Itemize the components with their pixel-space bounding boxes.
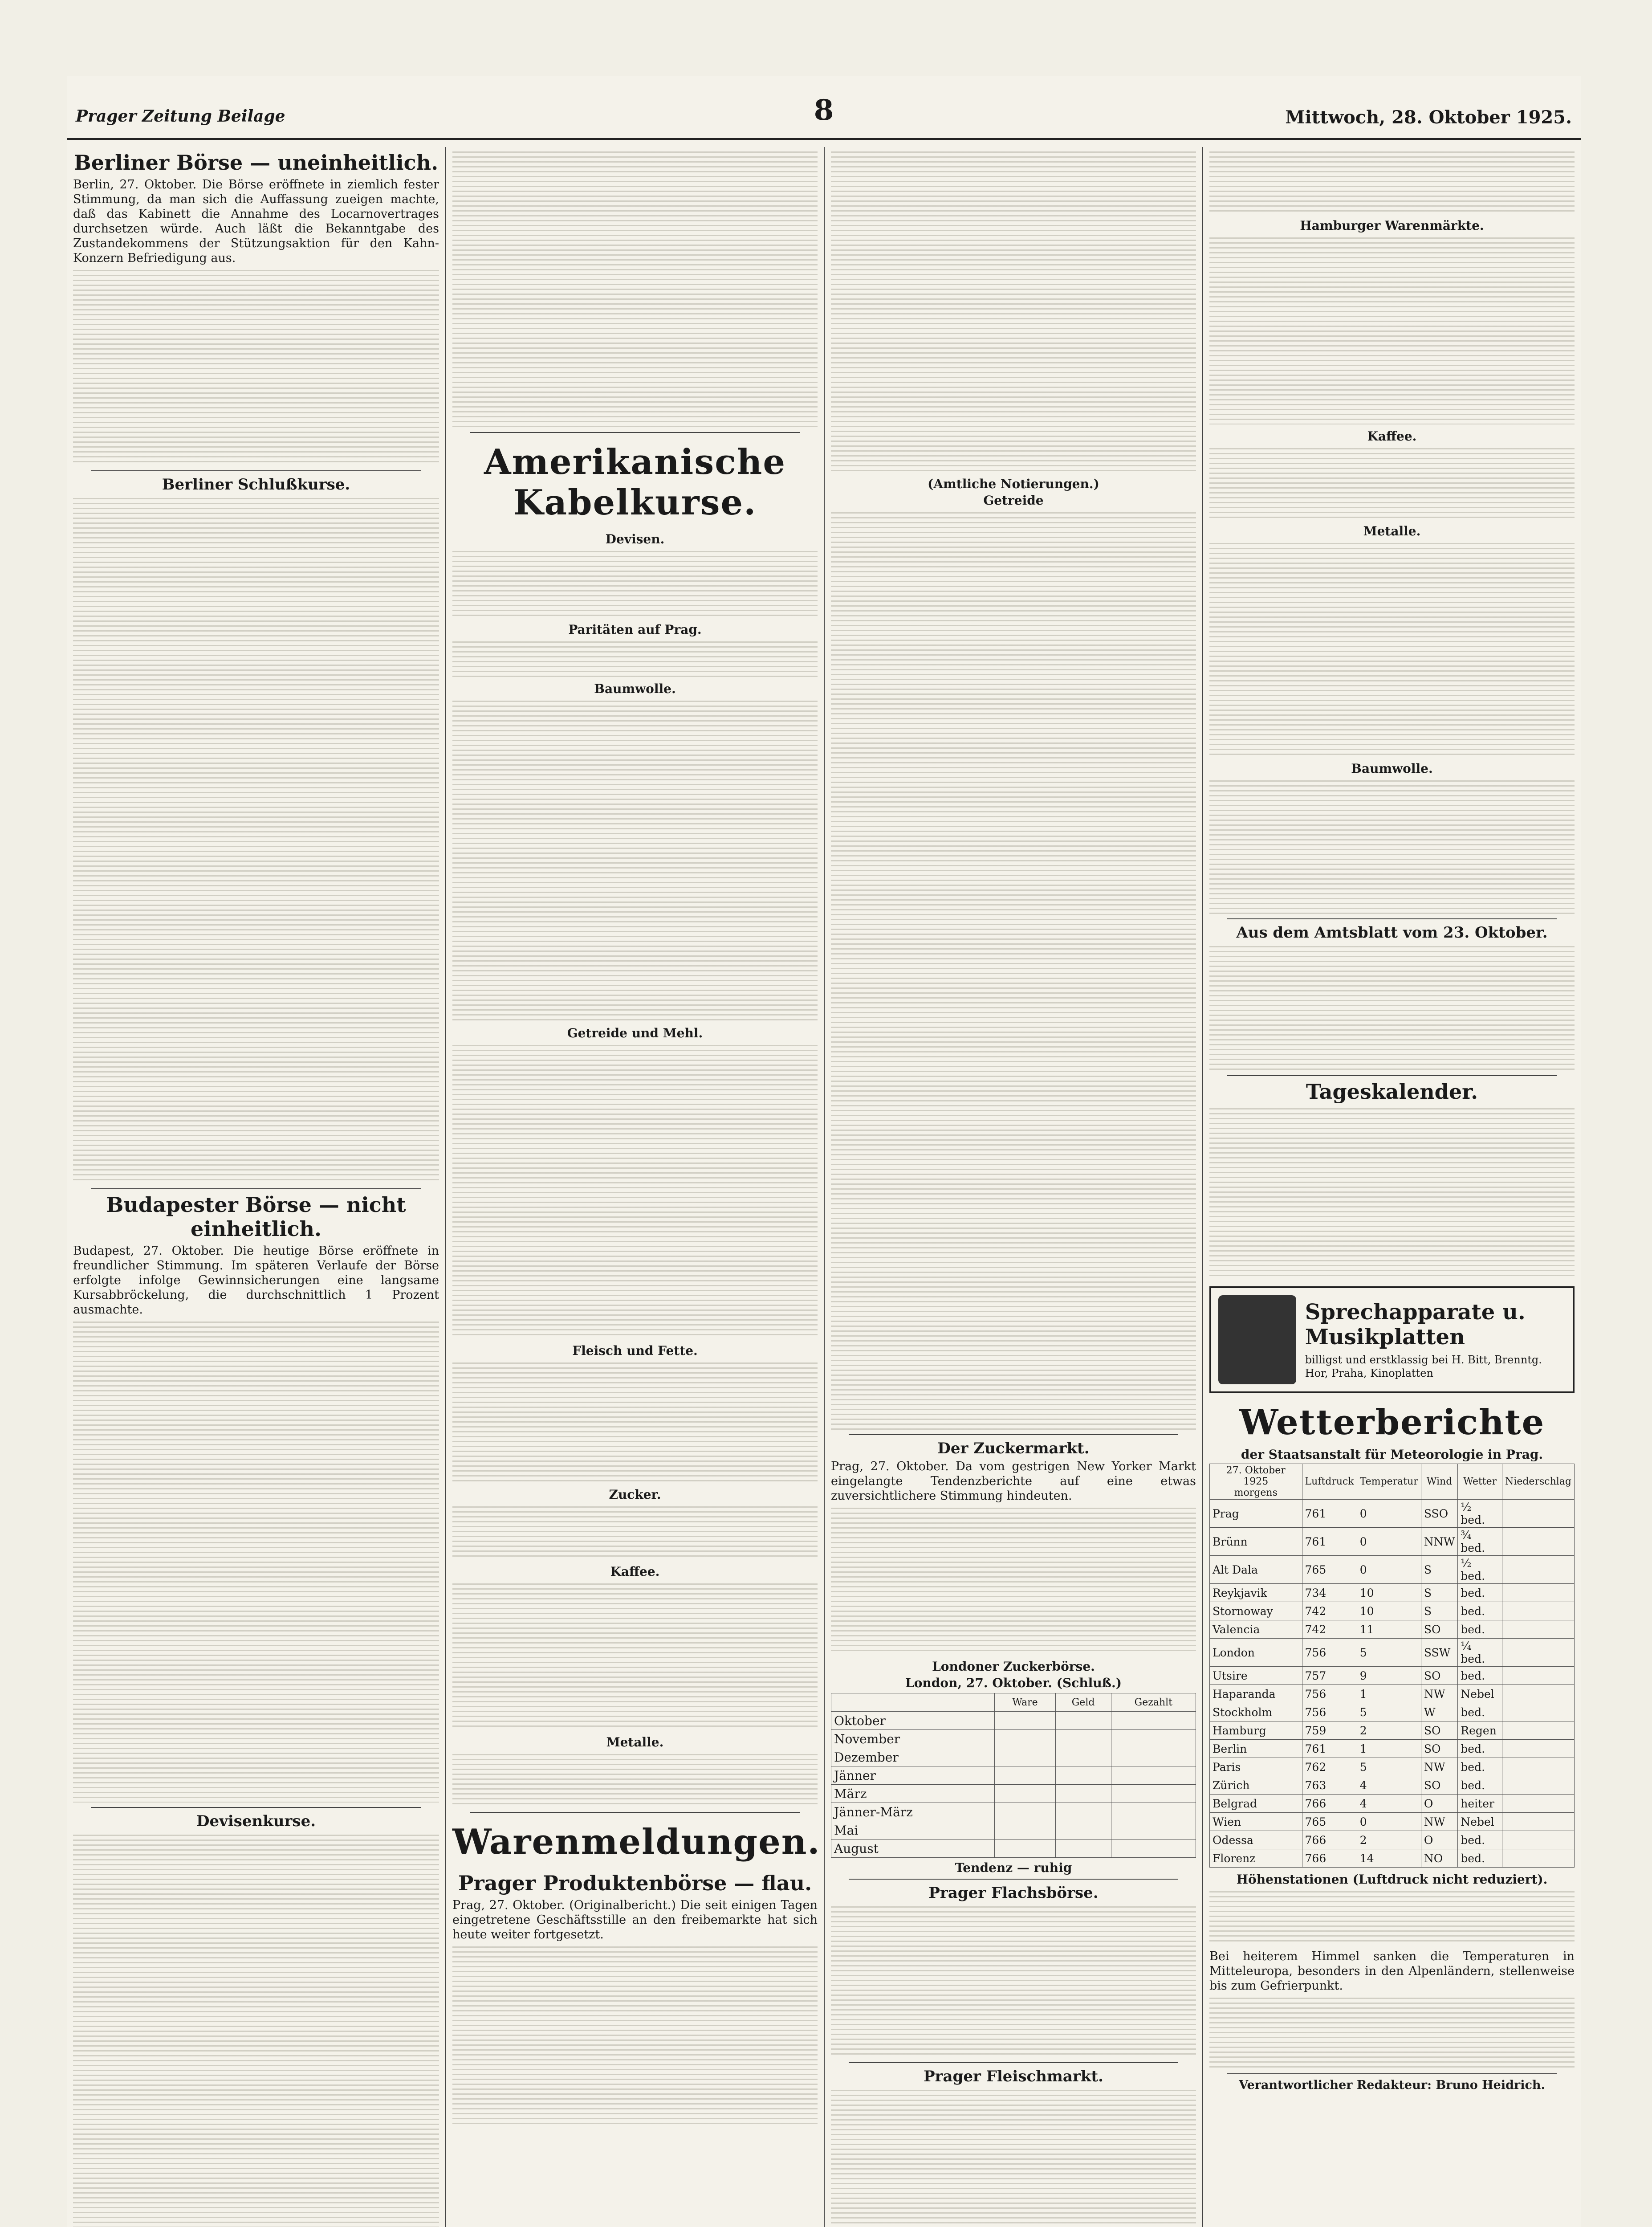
weather-value: S — [1421, 1602, 1457, 1620]
weather-value: 10 — [1357, 1584, 1421, 1602]
weather-text: Bei heiterem Himmel sanken die Temperaturen in Mitteleuropa, besonders in den Alpenländern, stellenweise bis zum Gefrierpunkt. — [1209, 1950, 1575, 1993]
produkten-block — [452, 1946, 818, 2125]
londoner-heading: Londoner Zuckerbörse. — [932, 1659, 1095, 1674]
zucker-row-label: Mai — [831, 1821, 995, 1840]
hamburg-heading: Hamburger Warenmärkte. — [1300, 218, 1484, 233]
weather-value: 1 — [1357, 1740, 1421, 1758]
paritaeten-subheading: Paritäten auf Prag. — [568, 622, 702, 637]
produktenboerse-heading: Prager Produktenbörse — flau. — [458, 1871, 812, 1895]
weather-station: Odessa — [1210, 1831, 1302, 1849]
devisen-block — [73, 1835, 439, 2227]
zuckermarkt-heading: Der Zuckermarkt. — [937, 1440, 1090, 1457]
weather-value: 4 — [1357, 1795, 1421, 1813]
weather-row — [1210, 1667, 1575, 1685]
divider — [91, 1188, 421, 1189]
weather-value: 756 — [1302, 1639, 1357, 1667]
flachsboerse-heading: Prager Flachsbörse. — [928, 1884, 1099, 1902]
weather-value: ¾ bed. — [1458, 1528, 1502, 1556]
fleisch-block — [452, 1362, 818, 1483]
weather-value: 756 — [1302, 1685, 1357, 1703]
fleisch-block — [831, 2090, 1196, 2227]
zucker-col-gezahlt: Gezahlt — [1111, 1693, 1196, 1712]
fleisch-subheading: Fleisch und Fette. — [572, 1343, 698, 1358]
kabelkurse-heading: Amerikanische Kabelkurse. — [484, 442, 786, 523]
zucker-block — [831, 1508, 1196, 1655]
weather-value: 10 — [1357, 1602, 1421, 1620]
weather-row — [1210, 1849, 1575, 1868]
weather-station: Berlin — [1210, 1740, 1302, 1758]
weather-row — [1210, 1528, 1575, 1556]
weather-value: ½ bed. — [1458, 1556, 1502, 1584]
tendenz-line: Tendenz — ruhig — [955, 1860, 1072, 1875]
zucker-block — [452, 1506, 818, 1560]
weather-value: SO — [1421, 1776, 1457, 1795]
ad-text: billigst und erstklassig bei H. Bitt, Brenntg. Hor, Praha, Kinoplatten — [1305, 1354, 1542, 1379]
zucker-row-label: Oktober — [831, 1712, 995, 1730]
advertisement — [1209, 1286, 1575, 1393]
weather-row — [1210, 1584, 1575, 1602]
weather-value: 756 — [1302, 1703, 1357, 1721]
amtsblatt-block — [1209, 946, 1575, 1071]
wx-date-cell — [1210, 1464, 1302, 1500]
weather-row — [1210, 1685, 1575, 1703]
paritaeten-block — [452, 641, 818, 677]
weather-row — [1210, 1500, 1575, 1528]
kaffee-block — [452, 1583, 818, 1730]
page-header — [67, 76, 1581, 140]
weather-value: heiter — [1458, 1795, 1502, 1813]
weather-value: 14 — [1357, 1849, 1421, 1868]
weather-value: S — [1421, 1556, 1457, 1584]
baumwolle-block — [452, 701, 818, 1021]
weather-value: Nebel — [1458, 1813, 1502, 1831]
weather-station: Paris — [1210, 1758, 1302, 1776]
divider — [91, 1807, 421, 1808]
devisen-subheading: Devisen. — [605, 532, 665, 547]
wx-col: Luftdruck — [1302, 1464, 1357, 1500]
metalle-block — [452, 1754, 818, 1807]
intro-block — [1209, 151, 1575, 214]
column-2 — [445, 147, 824, 2227]
weather-value: 765 — [1302, 1813, 1357, 1831]
divider — [470, 1812, 800, 1813]
baumwolle-heading: Baumwolle. — [1351, 761, 1433, 776]
weather-value: 742 — [1302, 1602, 1357, 1620]
weather-value: 766 — [1302, 1849, 1357, 1868]
hamburg-block — [1209, 237, 1575, 424]
kaffee-subheading: Kaffee. — [610, 1564, 660, 1579]
weather-station: Wien — [1210, 1813, 1302, 1831]
weather-row — [1210, 1740, 1575, 1758]
zucker-col-blank — [831, 1693, 995, 1712]
weather-station: Hamburg — [1210, 1721, 1302, 1740]
weather-value: 734 — [1302, 1584, 1357, 1602]
ad-title: Sprechapparate u. Musikplatten — [1305, 1300, 1526, 1350]
weather-row — [1210, 1831, 1575, 1849]
weather-value: SSO — [1421, 1500, 1457, 1528]
weather-rows — [1210, 1500, 1575, 1868]
budapest-text-block — [73, 1322, 439, 1803]
weather-value: SO — [1421, 1620, 1457, 1639]
weather-station: Reykjavik — [1210, 1584, 1302, 1602]
weather-row — [1210, 1556, 1575, 1584]
divider — [849, 1434, 1178, 1435]
weather-value: NW — [1421, 1758, 1457, 1776]
weather-value: bed. — [1458, 1831, 1502, 1849]
zucker-text: Prag, 27. Oktober. Da vom gestrigen New Yorker Markt eingelangte Tendenzberichte auf eine etwas zuversichtlichere Stimmung hindeuten. — [831, 1460, 1196, 1503]
zucker-subheading: Zucker. — [609, 1487, 661, 1502]
getreide-block — [452, 1045, 818, 1339]
divider — [91, 470, 421, 471]
column-4 — [1202, 147, 1581, 2227]
weather-value: 0 — [1357, 1813, 1421, 1831]
divider — [849, 2062, 1178, 2063]
weather-value: 761 — [1302, 1740, 1357, 1758]
zucker-row-label: März — [831, 1785, 995, 1803]
london-line: London, 27. Oktober. (Schluß.) — [905, 1676, 1122, 1690]
market-text-block — [831, 151, 1196, 472]
baumwolle-block — [1209, 780, 1575, 914]
weather-value: 5 — [1357, 1639, 1421, 1667]
weather-value: SSW — [1421, 1639, 1457, 1667]
notierungen-heading: (Amtliche Notierungen.) — [928, 477, 1099, 491]
weather-station: Zürich — [1210, 1776, 1302, 1795]
divider — [1227, 2073, 1557, 2074]
wx-col: Temperatur — [1357, 1464, 1421, 1500]
produkten-text: Prag, 27. Oktober. (Originalbericht.) Die seit einigen Tagen eingetretene Geschäftsstille an den freibemarkte hat sich heute weiter fortgesetzt. — [452, 1898, 818, 1941]
weather-value: 9 — [1357, 1667, 1421, 1685]
weather-value: 2 — [1357, 1831, 1421, 1849]
column-1 — [67, 147, 445, 2227]
zucker-col-ware: Ware — [995, 1693, 1055, 1712]
weather-value: bed. — [1458, 1740, 1502, 1758]
issue-date: Mittwoch, 28. Oktober 1925. — [1285, 107, 1572, 128]
weather-value: 11 — [1357, 1620, 1421, 1639]
weather-value: bed. — [1458, 1584, 1502, 1602]
wx-date: 27. Oktober 1925 — [1226, 1465, 1286, 1487]
zucker-row-label: Dezember — [831, 1748, 995, 1766]
zucker-col-geld: Geld — [1055, 1693, 1111, 1712]
weather-value: NO — [1421, 1849, 1457, 1868]
weather-value: W — [1421, 1703, 1457, 1721]
weather-value: bed. — [1458, 1667, 1502, 1685]
weather-station: Alt Dala — [1210, 1556, 1302, 1584]
tageskalender-heading: Tageskalender. — [1306, 1080, 1478, 1104]
budapest-text: Budapest, 27. Oktober. Die heutige Börse eröffnete in freundlicher Stimmung. Im späteren Verlaufe der Börse erfolgte infolge Gewinnsicherungen eine langsame Kursabbröckelung, die durchschnittlich 1 Prozent ausmachte. — [73, 1244, 439, 1317]
weather-value: ¼ bed. — [1458, 1639, 1502, 1667]
weather-value: Regen — [1458, 1721, 1502, 1740]
metalle-subheading: Metalle. — [606, 1735, 664, 1750]
budapest-heading: Budapester Börse — nicht einheitlich. — [106, 1193, 406, 1241]
weather-row — [1210, 1758, 1575, 1776]
weather-value: SO — [1421, 1721, 1457, 1740]
newspaper-page — [67, 76, 1581, 2227]
weather-value: 0 — [1357, 1556, 1421, 1584]
weather-row — [1210, 1620, 1575, 1639]
weather-value: 766 — [1302, 1795, 1357, 1813]
getreide-subheading: Getreide und Mehl. — [567, 1026, 703, 1040]
columns — [67, 147, 1581, 2227]
weather-value: ½ bed. — [1458, 1500, 1502, 1528]
weather-value: Nebel — [1458, 1685, 1502, 1703]
zucker-row-label: Jänner — [831, 1766, 995, 1785]
getreide-subheading: Getreide — [983, 493, 1044, 508]
weather-station: Florenz — [1210, 1849, 1302, 1868]
flachs-block — [831, 1906, 1196, 2058]
weather-value: 4 — [1357, 1776, 1421, 1795]
wx-col: Niederschlag — [1502, 1464, 1575, 1500]
schlusskurse-heading: Berliner Schlußkurse. — [162, 476, 350, 494]
weather-value: 742 — [1302, 1620, 1357, 1639]
hoehen-block — [1209, 1891, 1575, 1945]
divider — [1227, 918, 1557, 919]
weather-row — [1210, 1795, 1575, 1813]
amtsblatt-heading: Aus dem Amtsblatt vom 23. Oktober. — [1236, 924, 1548, 942]
berlin-text: Berlin, 27. Oktober. Die Börse eröffnete in ziemlich fester Stimmung, da man sich die Auffassung zueigen machte, daß das Kabinett die Annahme des Locarnovertrages durchsetzen würde. Auch läßt die Bekanntgabe des Zustandekommens der Stützungsaktion für den Kahn-Konzern Befriedigung aus. — [73, 178, 439, 265]
fleischmarkt-heading: Prager Fleischmarkt. — [924, 2068, 1103, 2085]
berlin-text-block — [73, 270, 439, 466]
weather-value: NW — [1421, 1813, 1457, 1831]
weather-row — [1210, 1639, 1575, 1667]
weather-value: 762 — [1302, 1758, 1357, 1776]
weather-value: 1 — [1357, 1685, 1421, 1703]
weather-station: Prag — [1210, 1500, 1302, 1528]
weather-value: 763 — [1302, 1776, 1357, 1795]
weather-station: Valencia — [1210, 1620, 1302, 1639]
weather-station: Brünn — [1210, 1528, 1302, 1556]
weather-value: 2 — [1357, 1721, 1421, 1740]
kaffee-block — [1209, 448, 1575, 519]
gramophone-icon — [1218, 1295, 1296, 1384]
weather-value: O — [1421, 1795, 1457, 1813]
weather-value: bed. — [1458, 1602, 1502, 1620]
metalle-block — [1209, 543, 1575, 757]
weather-value: SO — [1421, 1740, 1457, 1758]
weather-value: O — [1421, 1831, 1457, 1849]
weather-value: 759 — [1302, 1721, 1357, 1740]
zucker-row-label: Jänner-März — [831, 1803, 995, 1821]
weather-station: Haparanda — [1210, 1685, 1302, 1703]
divider — [849, 1879, 1178, 1880]
kaffee-heading: Kaffee. — [1367, 429, 1417, 444]
divider — [1227, 1075, 1557, 1076]
weather-value: bed. — [1458, 1849, 1502, 1868]
weather-value: NW — [1421, 1685, 1457, 1703]
zucker-table — [831, 1693, 1196, 1858]
hoehen-heading: Höhenstationen (Luftdruck nicht reduziert). — [1236, 1872, 1548, 1887]
column-3 — [824, 147, 1202, 2227]
weather-value: bed. — [1458, 1620, 1502, 1639]
weather-value: 5 — [1357, 1758, 1421, 1776]
devisen-block — [452, 551, 818, 618]
paper-name: Prager Zeitung Beilage — [76, 107, 285, 126]
weather-value: SO — [1421, 1667, 1457, 1685]
weather-value: bed. — [1458, 1776, 1502, 1795]
devisen-heading: Devisenkurse. — [196, 1812, 316, 1830]
weather-value: S — [1421, 1584, 1457, 1602]
wx-col: Wind — [1421, 1464, 1457, 1500]
weather-value: 761 — [1302, 1528, 1357, 1556]
wetter-heading: Wetterberichte — [1239, 1402, 1545, 1443]
wetter-subheading: der Staatsanstalt für Meteorologie in Prag. — [1241, 1447, 1543, 1462]
weather-table — [1209, 1464, 1575, 1868]
wx-morning: morgens — [1234, 1487, 1278, 1498]
schlusskurse-table — [73, 498, 439, 1184]
baumwolle-subheading: Baumwolle. — [594, 681, 676, 696]
weather-row — [1210, 1721, 1575, 1740]
divider — [470, 432, 800, 433]
weather-value: 765 — [1302, 1556, 1357, 1584]
weather-value: bed. — [1458, 1758, 1502, 1776]
weather-value: 766 — [1302, 1831, 1357, 1849]
weather-value: 757 — [1302, 1667, 1357, 1685]
tageskalender-block — [1209, 1108, 1575, 1277]
redakteur-line: Verantwortlicher Redakteur: Bruno Heidrich. — [1239, 2078, 1545, 2092]
weather-row — [1210, 1813, 1575, 1831]
notierungen-table — [831, 512, 1196, 1430]
weather-value: 761 — [1302, 1500, 1357, 1528]
zucker-row-label: November — [831, 1730, 995, 1748]
weather-station: Utsire — [1210, 1667, 1302, 1685]
berlin-heading: Berliner Börse — uneinheitlich. — [73, 151, 439, 175]
weather-station: Belgrad — [1210, 1795, 1302, 1813]
weather-value: NNW — [1421, 1528, 1457, 1556]
weather-value: 0 — [1357, 1528, 1421, 1556]
weather-station: London — [1210, 1639, 1302, 1667]
weather-text-block — [1209, 1998, 1575, 2069]
weather-station: Stockholm — [1210, 1703, 1302, 1721]
kurse-block — [452, 151, 818, 428]
weather-value: bed. — [1458, 1703, 1502, 1721]
weather-row — [1210, 1602, 1575, 1620]
zucker-row-label: August — [831, 1840, 995, 1858]
weather-station: Stornoway — [1210, 1602, 1302, 1620]
weather-row — [1210, 1776, 1575, 1795]
weather-row — [1210, 1703, 1575, 1721]
warenmeldungen-heading: Warenmeldungen. — [452, 1822, 821, 1862]
metalle-heading: Metalle. — [1363, 524, 1421, 538]
weather-value: 0 — [1357, 1500, 1421, 1528]
weather-value: 5 — [1357, 1703, 1421, 1721]
wx-col: Wetter — [1458, 1464, 1502, 1500]
page-number: 8 — [814, 94, 834, 127]
